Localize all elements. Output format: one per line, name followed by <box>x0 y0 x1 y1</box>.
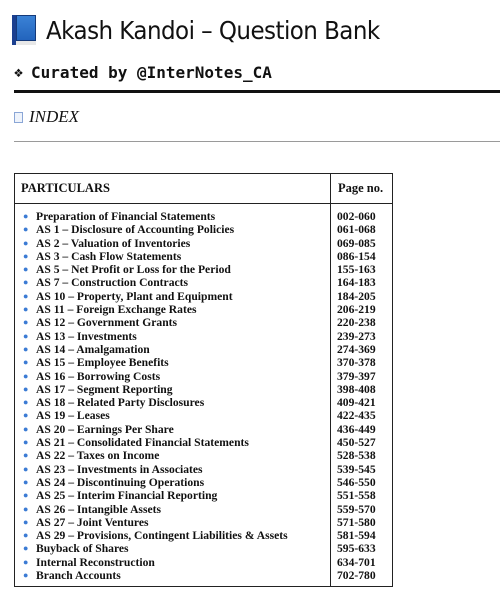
row-particulars: Buyback of Shares <box>36 542 129 556</box>
row-particulars: AS 14 – Amalgamation <box>36 342 150 356</box>
row-page-range: 274-369 <box>337 342 376 356</box>
table-row <box>15 423 392 436</box>
row-particulars: AS 27 – Joint Ventures <box>36 515 149 529</box>
row-page-range: 220-238 <box>337 316 376 330</box>
table-row <box>15 436 392 449</box>
index-label: INDEX <box>29 107 80 126</box>
row-particulars: Preparation of Financial Statements <box>36 210 216 223</box>
bullet-icon: ● <box>23 543 29 554</box>
row-particulars: AS 1 – Disclosure of Accounting Policies <box>36 223 235 237</box>
bullet-icon: ● <box>23 410 29 421</box>
curator-line <box>14 60 272 84</box>
subtitle: Curated by @InterNotes_CA <box>31 62 272 82</box>
table-row <box>15 343 392 356</box>
row-page-range: 595-633 <box>337 542 376 556</box>
row-page-range: 002-060 <box>337 210 376 223</box>
table-row <box>15 463 392 476</box>
bullet-icon: ● <box>23 503 29 514</box>
row-particulars: AS 16 – Borrowing Costs <box>36 369 161 383</box>
row-particulars: AS 23 – Investments in Associates <box>36 462 203 476</box>
table-row <box>15 569 392 582</box>
bullet-icon: ● <box>23 490 29 501</box>
row-particulars: AS 17 – Segment Reporting <box>36 382 173 396</box>
table-row <box>15 276 392 289</box>
row-particulars: AS 15 – Employee Benefits <box>36 356 169 370</box>
row-page-range: 239-273 <box>337 329 376 343</box>
row-page-range: 559-570 <box>337 502 376 516</box>
index-divider <box>14 141 500 142</box>
bullet-icon: ● <box>23 224 29 235</box>
bullet-icon: ● <box>23 570 29 581</box>
bullet-icon: ● <box>23 250 29 261</box>
row-particulars: AS 29 – Provisions, Contingent Liabilities & Assets <box>36 529 288 543</box>
row-page-range: 206-219 <box>337 303 376 317</box>
row-particulars: Branch Accounts <box>36 569 121 583</box>
row-particulars: AS 22 – Taxes on Income <box>36 449 160 463</box>
row-particulars: AS 12 – Government Grants <box>36 316 178 330</box>
bullet-icon: ● <box>23 277 29 288</box>
bullet-icon: ● <box>23 211 29 221</box>
row-page-range: 571-580 <box>337 515 376 529</box>
bullet-icon: ● <box>23 304 29 315</box>
table-row <box>15 330 392 343</box>
row-particulars: AS 26 – Intangible Assets <box>36 502 161 516</box>
bullet-icon: ● <box>23 330 29 341</box>
row-particulars: AS 21 – Consolidated Financial Statements <box>36 436 249 450</box>
table-row <box>15 223 392 236</box>
row-page-range: 155-163 <box>337 263 376 277</box>
table-row <box>15 250 392 263</box>
bullet-icon: ● <box>23 343 29 354</box>
bullet-icon: ● <box>23 290 29 301</box>
row-page-range: 409-421 <box>337 396 376 410</box>
row-page-range: 702-780 <box>337 569 376 583</box>
row-page-range: 184-205 <box>337 289 376 303</box>
four-diamond-icon: ❖ <box>14 63 24 81</box>
table-row <box>15 263 392 276</box>
table-row <box>15 290 392 303</box>
row-page-range: 398-408 <box>337 382 376 396</box>
row-particulars: AS 2 – Valuation of Inventories <box>36 236 191 250</box>
document-header <box>12 12 409 48</box>
bullet-icon: ● <box>23 370 29 381</box>
table-row <box>15 210 392 223</box>
row-page-range: 370-378 <box>337 356 376 370</box>
row-page-range: 528-538 <box>337 449 376 463</box>
table-row <box>15 303 392 316</box>
bullet-icon: ● <box>23 556 29 567</box>
row-particulars: AS 5 – Net Profit or Loss for the Period <box>36 263 231 277</box>
row-particulars: AS 19 – Leases <box>36 409 110 423</box>
row-page-range: 546-550 <box>337 475 376 489</box>
row-page-range: 634-701 <box>337 555 376 569</box>
table-row <box>15 449 392 462</box>
row-particulars: AS 7 – Construction Contracts <box>36 276 189 290</box>
bullet-icon: ● <box>23 317 29 328</box>
row-particulars: AS 18 – Related Party Disclosures <box>36 396 205 410</box>
table-row <box>15 503 392 516</box>
index-heading <box>14 106 79 128</box>
table-row <box>15 556 392 569</box>
table-row <box>15 489 392 502</box>
column-header-particulars: PARTICULARS <box>21 181 110 195</box>
table-row <box>15 409 392 422</box>
bullet-icon: ● <box>23 450 29 461</box>
table-row <box>15 356 392 369</box>
row-page-range: 061-068 <box>337 223 376 237</box>
table-row <box>15 237 392 250</box>
row-particulars: AS 24 – Discontinuing Operations <box>36 475 205 489</box>
header-divider <box>14 90 500 93</box>
row-particulars: AS 3 – Cash Flow Statements <box>36 249 182 263</box>
row-page-range: 551-558 <box>337 489 376 503</box>
bullet-icon: ● <box>23 397 29 408</box>
bullet-icon: ● <box>23 463 29 474</box>
table-row <box>15 529 392 542</box>
bullet-icon: ● <box>23 237 29 248</box>
row-particulars: AS 25 – Interim Financial Reporting <box>36 489 218 503</box>
table-row <box>15 396 392 409</box>
table-row <box>15 476 392 489</box>
bullet-icon: ● <box>23 264 29 275</box>
row-page-range: 069-085 <box>337 236 376 250</box>
table-row <box>15 542 392 555</box>
header-row-divider <box>15 203 392 204</box>
bullet-icon: ● <box>23 423 29 434</box>
row-particulars: AS 13 – Investments <box>36 329 137 343</box>
index-table <box>14 173 393 587</box>
table-row <box>15 383 392 396</box>
row-particulars: AS 10 – Property, Plant and Equipment <box>36 289 233 303</box>
row-page-range: 436-449 <box>337 422 376 436</box>
bullet-icon: ● <box>23 357 29 368</box>
bullet-icon: ● <box>23 516 29 527</box>
bullet-icon: ● <box>23 476 29 487</box>
row-page-range: 450-527 <box>337 436 376 450</box>
row-page-range: 539-545 <box>337 462 376 476</box>
row-page-range: 422-435 <box>337 409 376 423</box>
table-row <box>15 516 392 529</box>
document-icon <box>14 112 23 123</box>
row-page-range: 086-154 <box>337 249 376 263</box>
page-title: Akash Kandoi – Question Bank <box>46 15 380 45</box>
table-row <box>15 316 392 329</box>
table-row <box>15 370 392 383</box>
row-page-range: 581-594 <box>337 529 376 543</box>
row-page-range: 164-183 <box>337 276 376 290</box>
index-rows <box>15 210 392 582</box>
bullet-icon: ● <box>23 383 29 394</box>
row-particulars: AS 20 – Earnings Per Share <box>36 422 174 436</box>
row-particulars: AS 11 – Foreign Exchange Rates <box>36 303 197 317</box>
blue-book-icon <box>12 15 36 45</box>
column-header-page-no: Page no. <box>338 181 384 195</box>
bullet-icon: ● <box>23 530 29 541</box>
row-page-range: 379-397 <box>337 369 376 383</box>
bullet-icon: ● <box>23 437 29 448</box>
row-particulars: Internal Reconstruction <box>36 555 155 569</box>
